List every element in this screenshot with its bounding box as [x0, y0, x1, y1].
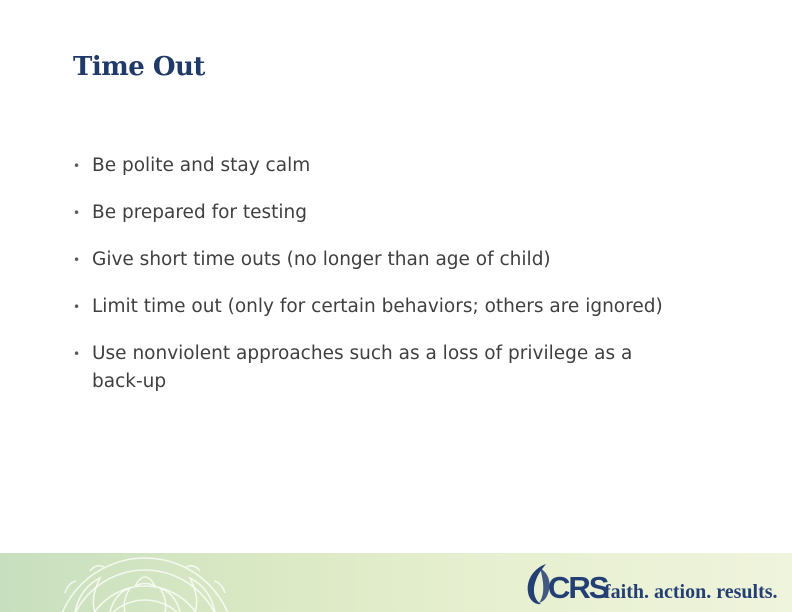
bullet-item [73, 199, 673, 227]
bullet-dot-icon: • [73, 347, 81, 361]
bullet-item [73, 340, 673, 396]
decorative-ornament-icon [30, 553, 260, 612]
bullet-text: Limit time out (only for certain behaviors; others are ignored) [92, 296, 663, 317]
bullet-text: Give short time outs (no longer than age of child) [92, 249, 551, 270]
bullet-list [73, 152, 673, 415]
crs-logo [520, 560, 780, 608]
bullet-dot-icon: • [73, 300, 81, 314]
bullet-item [73, 293, 673, 321]
logo-acronym: CRS [548, 570, 608, 605]
bullet-text: Be polite and stay calm [92, 155, 311, 176]
bullet-item [73, 152, 673, 180]
bullet-dot-icon: • [73, 159, 81, 173]
logo-tagline: faith. action. results. [604, 581, 778, 603]
bullet-text: Be prepared for testing [92, 202, 308, 223]
bullet-item [73, 246, 673, 274]
slide-title: Time Out [73, 52, 205, 82]
bullet-text: Use nonviolent approaches such as a loss of privilege as a back-up [92, 343, 633, 392]
bullet-dot-icon: • [73, 206, 81, 220]
bullet-dot-icon: • [73, 253, 81, 267]
